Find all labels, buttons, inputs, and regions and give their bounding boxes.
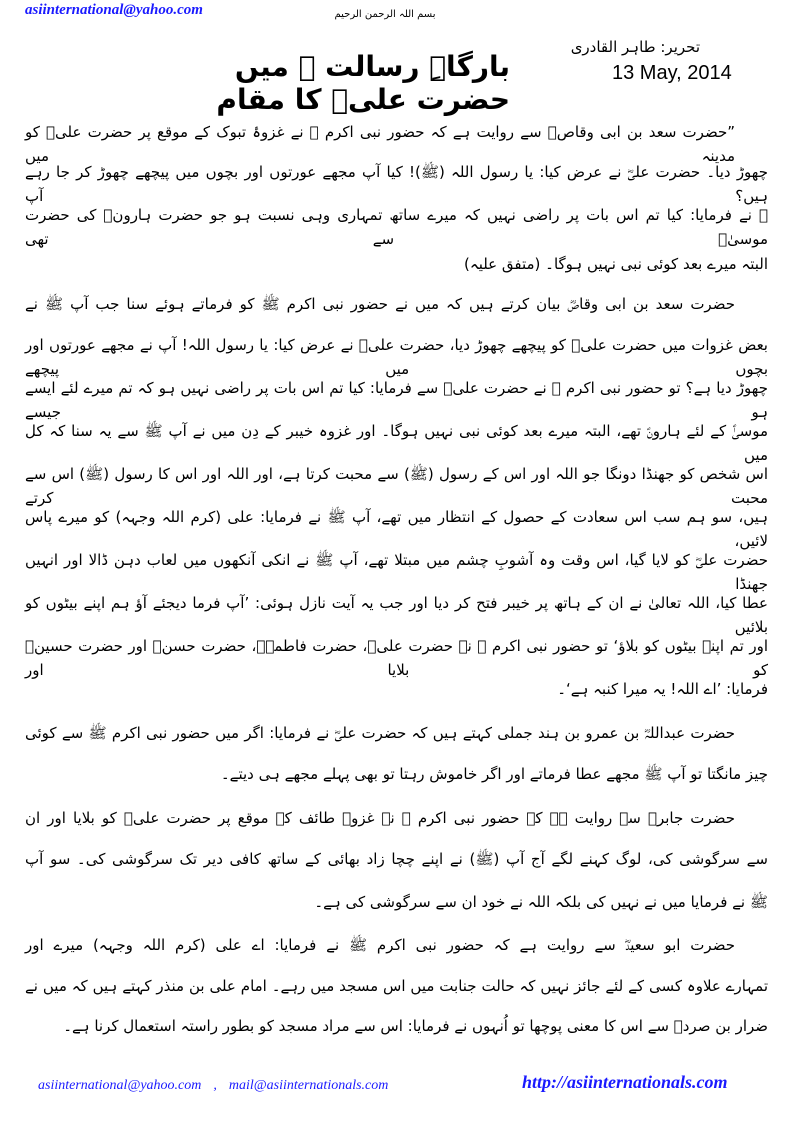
text-line: بعض غزوات میں حضرت علیؓ کو پیچھے چھوڑ دیا، حضرت علیؓ نے عرض کیا: یا رسول اللہ! آپ نے مجھے عورتوں اور بچوں میں پیچھے — [25, 336, 768, 378]
text-line: چھوڑ دیا۔ حضرت علیؓ نے عرض کیا: یا رسول اللہ (ﷺ)! کیا آپ مجھے عورتوں اور بچوں میں پیچھے چھوڑ کر جا رہے ہیں؟ آپ — [25, 163, 768, 205]
text-line: حضرت جابرؓ سے روایت ہے کہ حضور نبی اکرم ﷺ نے غزوۂ طائف کے موقع پر حضرت علیؓ کو بلایا اور ان — [25, 809, 735, 827]
text-line: حضرت ابو سعیدؓ سے روایت ہے کہ حضور نبی اکرم ﷺ نے فرمایا: اے علی (کرم اللہ وجہہ) میرے اور — [25, 936, 735, 954]
text-line: فرمایا: ’اے اللہ! یہ میرا کنبہ ہے‘۔ — [557, 680, 768, 698]
text-line: حضرت علیؓ کو لایا گیا، اس وقت وہ آشوبِ چشم میں مبتلا تھے، آپ ﷺ نے انکی آنکھوں میں لعاب دہن ڈالا اور انہیں جھنڈا — [25, 551, 768, 593]
text-line: البتہ میرے بعد کوئی نبی نہیں ہوگا۔ (متفق علیہ) — [464, 255, 768, 273]
bismillah: بسم اللہ الرحمن الرحیم — [334, 9, 436, 20]
text-line: ہیں، سو ہم سب اس سعادت کے حصول کے انتظار میں تھے، آپ ﷺ نے فرمایا: علی (کرم اللہ وجہہ) کو میرے پاس لائیں، — [25, 508, 768, 550]
text-line: ”حضرت سعد بن ابی وقاصؓ سے روایت ہے کہ حضور نبی اکرم ﷺ نے غزوۂ تبوک کے موقع پر حضرت علیؓ کو مدینہ میں — [25, 123, 735, 165]
text-line: سے سرگوشی کی، لوگ کہنے لگے آج آپ (ﷺ) نے اپنے چچا زاد بھائی کے ساتھ کافی دیر تک سرگوشی کی۔ سو آپ — [25, 850, 768, 868]
text-line: تمہارے علاوہ کسی کے لئے جائز نہیں کہ حالت جنابت میں اس مسجد میں رہے۔ امام علی بن منذر کہتے ہیں کہ میں نے — [25, 977, 768, 995]
footer-emails — [38, 1078, 388, 1094]
text-line: موسیٰؑ کے لئے ہارونؑ تھے، البتہ میرے بعد کوئی نبی نہیں ہوگا۔ اور غزوہ خیبر کے دِن میں نے آپ ﷺ سے یہ سنا کہ کل میں — [25, 422, 768, 464]
text-line: حضرت سعد بن ابی وقاصؓ بیان کرتے ہیں کہ میں نے حضور نبی اکرم ﷺ کو فرماتے ہوئے سنا جب آپ ﷺ نے — [25, 295, 735, 313]
text-line: چھوڑ دیا ہے؟ تو حضور نبی اکرم ﷺ نے حضرت علیؓ سے فرمایا: کیا تم اس بات پر راضی نہیں ہو کہ تم میرے لئے ایسے ہو جیسے — [25, 379, 768, 421]
text-line: ضرار بن صردؓ سے اس کا معنی پوچھا تو اُنہوں نے فرمایا: اس سے مراد مسجد کو بطور راستہ استعمال کرنا ہے۔ — [63, 1017, 768, 1035]
page-title: بارگاہِ رسالت ﷺ میں حضرت علیؓ کا مقام — [216, 50, 510, 116]
header-email-link[interactable]: asiinternational@yahoo.com — [25, 2, 203, 18]
text-line: اس شخص کو جھنڈا دونگا جو اللہ اور اس کے رسول (ﷺ) سے محبت کرتا ہے، اور اللہ اور اس کا رسول (ﷺ) اس سے محبت کرتے — [25, 465, 768, 507]
footer-website-link[interactable]: http://asiinternationals.com — [522, 1072, 728, 1092]
footer-email-yahoo-link[interactable]: asiinternational@yahoo.com — [38, 1078, 202, 1093]
footer-separator: , — [213, 1078, 217, 1093]
footer-email-mail-link[interactable]: mail@asiinternationals.com — [228, 1078, 389, 1093]
text-line: ﷺ نے فرمایا: کیا تم اس بات پر راضی نہیں کہ میرے ساتھ تمہاری وہی نسبت ہو جو حضرت ہارونؑ کی حضرت موسیٰؑ سے تھی — [25, 206, 768, 248]
text-line: چیز مانگتا تو آپ ﷺ مجھے عطا فرماتے اور اگر خاموش رہتا تو بھی پہلے مجھے ہی دیتے۔ — [220, 765, 768, 783]
author-line: تحریر: طاہر القادری — [570, 38, 700, 56]
text-line: ﷺ نے فرمایا میں نے نہیں کی بلکہ اللہ نے خود ان سے سرگوشی کی ہے۔ — [314, 893, 768, 911]
text-line: حضرت عبداللہؓ بن عمرو بن ہند جملی کہتے ہیں کہ حضرت علیؓ نے فرمایا: اگر میں حضور نبی اکرم ﷺ سے کوئی — [25, 724, 735, 742]
text-line: اور تم اپنے بیٹوں کو بلاؤ‘ تو حضور نبی اکرم ﷺ نے حضرت علیؓ، حضرت فاطمہؓ، حضرت حسنؓ اور حضرت حسینؓ کو بلایا اور — [25, 637, 768, 679]
text-line: عطا کیا، اللہ تعالیٰ نے ان کے ہاتھ پر خیبر فتح کر دیا اور جب یہ آیت نازل ہوئی: ’آپ فرما دیجئے آؤ ہم اپنے بیٹوں کو بلائیں — [25, 594, 768, 636]
publish-date: 13 May, 2014 — [612, 62, 732, 84]
